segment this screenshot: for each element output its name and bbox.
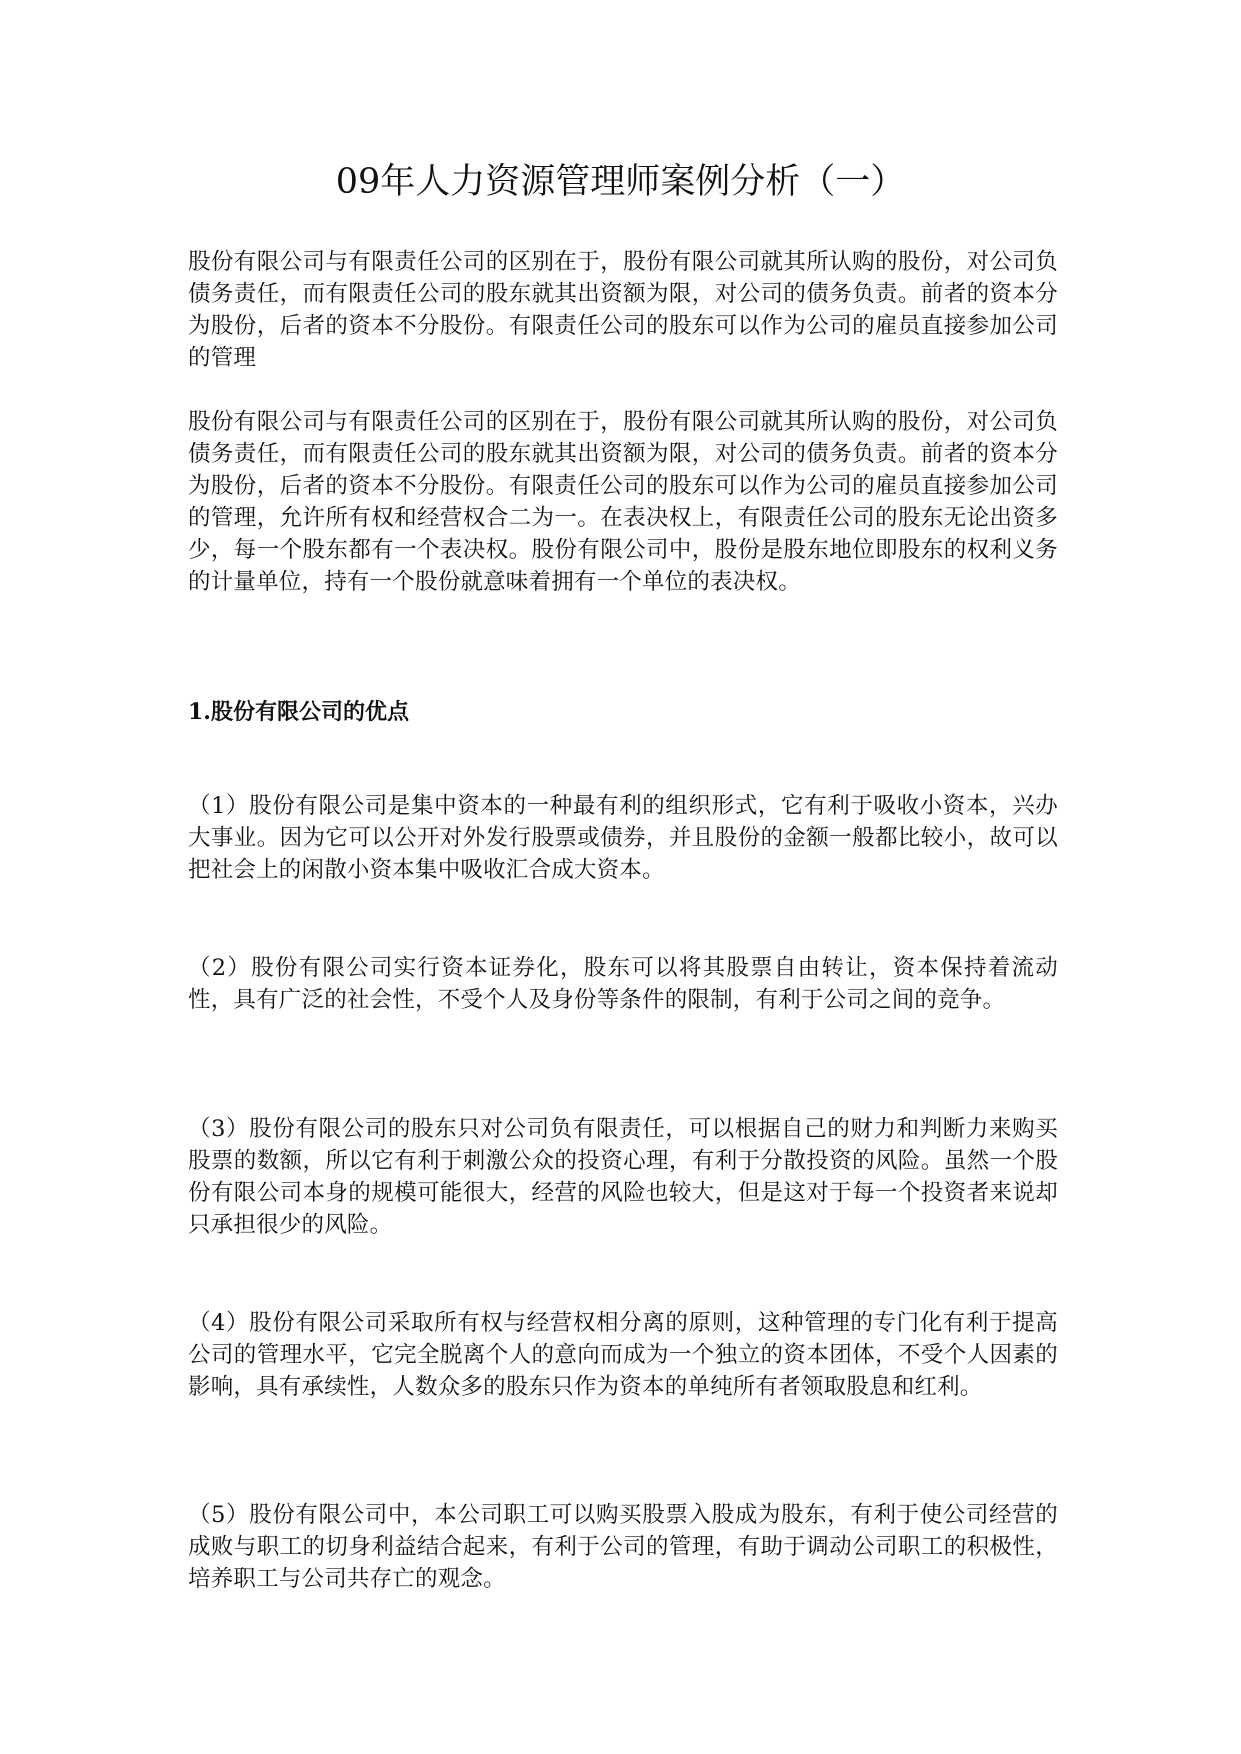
list-item: （2）股份有限公司实行资本证券化，股东可以将其股票自由转让，资本保持着流动性，具有广泛的社会性，不受个人及身份等条件的限制，有利于公司之间的竞争。 [188,955,1058,1013]
list-item: （1）股份有限公司是集中资本的一种最有利的组织形式，它有利于吸收小资本，兴办大事业。因为它可以公开对外发行股票或债券，并且股份的金额一般都比较小，故可以把社会上的闲散小资本集中吸收汇合成大资本。 [188,793,1058,883]
document-title: 09年人力资源管理师案例分析（一） [335,162,906,202]
list-item: （5）股份有限公司中，本公司职工可以购买股票入股成为股东，有利于使公司经营的成败与职工的切身利益结合起来，有利于公司的管理，有助于调动公司职工的积极性，培养职工与公司共存亡的观念。 [188,1502,1058,1592]
section-heading: 1.股份有限公司的优点 [188,699,409,725]
list-item: （4）股份有限公司采取所有权与经营权相分离的原则，这种管理的专门化有利于提高公司的管理水平，它完全脱离个人的意向而成为一个独立的资本团体，不受个人因素的影响，具有承续性，人数众多的股东只作为资本的单纯所有者领取股息和红利。 [188,1310,1058,1400]
intro-paragraph-2: 股份有限公司与有限责任公司的区别在于，股份有限公司就其所认购的股份，对公司负债务责任，而有限责任公司的股东就其出资额为限，对公司的债务负责。前者的资本分为股份，后者的资本不分股份。有限责任公司的股东可以作为公司的雇员直接参加公司的管理，允许所有权和经营权合二为一。在表决权上，有限责任公司的股东无论出资多少，每一个股东都有一个表决权。股份有限公司中，股份是股东地位即股东的权利义务的计量单位，持有一个股份就意味着拥有一个单位的表决权。 [188,409,1058,595]
list-item: （3）股份有限公司的股东只对公司负有限责任，可以根据自己的财力和判断力来购买股票的数额，所以它有利于刺激公众的投资心理，有利于分散投资的风险。虽然一个股份有限公司本身的规模可能很大，经营的风险也较大，但是这对于每一个投资者来说却只承担很少的风险。 [188,1116,1058,1238]
intro-paragraph-1: 股份有限公司与有限责任公司的区别在于，股份有限公司就其所认购的股份，对公司负债务责任，而有限责任公司的股东就其出资额为限，对公司的债务负责。前者的资本分为股份，后者的资本不分股份。有限责任公司的股东可以作为公司的雇员直接参加公司的管理 [188,249,1058,371]
